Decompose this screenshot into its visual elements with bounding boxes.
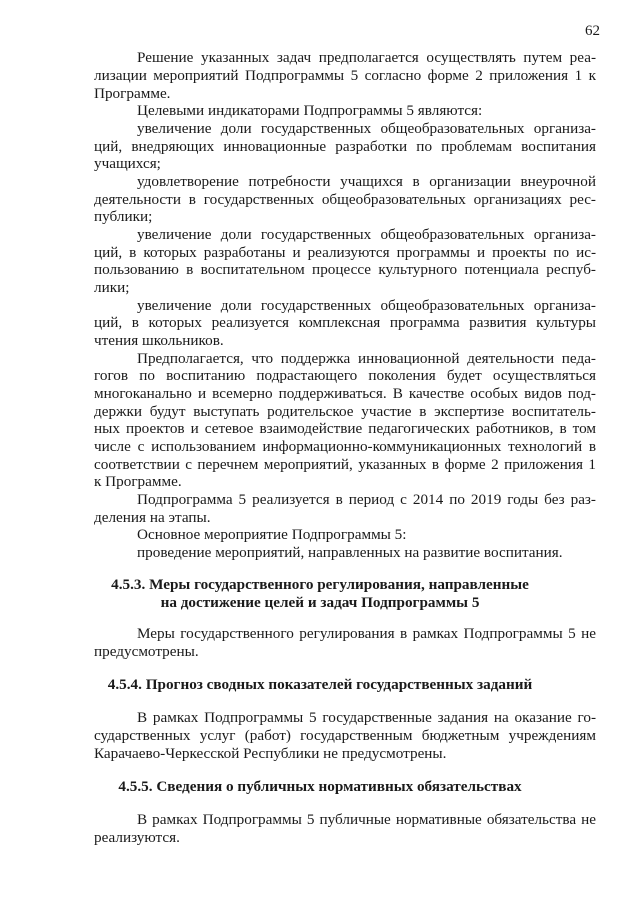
text-line: числе с использованием информационно-коммуникационных технологий в (94, 438, 596, 455)
text-line: деления на этапы. (94, 509, 211, 526)
text-line: Целевыми индикаторами Подпрограммы 5 являются: (137, 102, 483, 119)
text-line: увеличение доли государственных общеобразовательных организа- (137, 297, 596, 314)
text-line: удовлетворение потребности учащихся в организации внеурочной (137, 173, 596, 190)
text-line: многоканально и всемерно поддерживаться. В качестве особых видов под- (94, 385, 596, 402)
section-heading: 4.5.5. Сведения о публичных нормативных обязательствах (118, 778, 522, 795)
text-line: держки будут выступать родительское участие в экспертизе воспитатель- (94, 403, 596, 420)
text-line: учащихся; (94, 155, 161, 172)
text-line: ций, в которых реализуется комплексная программа развития культуры (94, 314, 596, 331)
text-line: ций, в которых разработаны и реализуются программы и проекты по ис- (94, 244, 596, 261)
text-line: Основное мероприятие Подпрограммы 5: (137, 526, 407, 543)
page-number: 62 (585, 23, 600, 39)
text-line: Программе. (94, 85, 171, 102)
text-line: ных проектов и сетевое взаимодействие педагогических работников, в том (94, 420, 596, 437)
text-line: к Программе. (94, 473, 182, 490)
text-line: Меры государственного регулирования в рамках Подпрограммы 5 не (137, 625, 596, 642)
text-line: лизации мероприятий Подпрограммы 5 согласно форме 2 приложения 1 к (94, 67, 596, 84)
text-line: пользованию в воспитательном процессе культурного потенциала респуб- (94, 261, 596, 278)
text-line: лики; (94, 279, 130, 296)
text-line: чтения школьников. (94, 332, 224, 349)
text-line: увеличение доли государственных общеобразовательных организа- (137, 120, 596, 137)
text-line: Карачаево-Черкесской Республики не предусмотрены. (94, 745, 447, 762)
text-line: проведение мероприятий, направленных на развитие воспитания. (137, 544, 563, 561)
text-line: В рамках Подпрограммы 5 государственные задания на оказание го- (137, 709, 596, 726)
text-line: гогов по воспитанию подрастающего поколения будет осуществляться (94, 367, 596, 384)
text-line: Решение указанных задач предполагается осуществлять путем реа- (137, 49, 596, 66)
text-line: предусмотрены. (94, 643, 199, 660)
text-line: Предполагается, что поддержка инновационной деятельности педа- (137, 350, 596, 367)
text-line: сударственных услуг (работ) государственным бюджетным учреждениям (94, 727, 596, 744)
text-line: соответствии с перечнем мероприятий, указанных в форме 2 приложения 1 (94, 456, 596, 473)
text-line: ций, внедряющих инновационные разработки по проблемам воспитания (94, 138, 596, 155)
text-line: деятельности в государственных общеобразовательных организациях рес- (94, 191, 596, 208)
section-heading: 4.5.3. Меры государственного регулирования, направленные (111, 576, 529, 593)
text-line: В рамках Подпрограммы 5 публичные нормативные обязательства не (137, 811, 596, 828)
text-line: Подпрограмма 5 реализуется в период с 2014 по 2019 годы без раз- (137, 491, 596, 508)
section-heading: на достижение целей и задач Подпрограммы 5 (160, 594, 480, 611)
text-line: увеличение доли государственных общеобразовательных организа- (137, 226, 596, 243)
section-heading: 4.5.4. Прогноз сводных показателей государственных заданий (107, 676, 533, 693)
text-line: реализуются. (94, 829, 180, 846)
text-line: публики; (94, 208, 153, 225)
